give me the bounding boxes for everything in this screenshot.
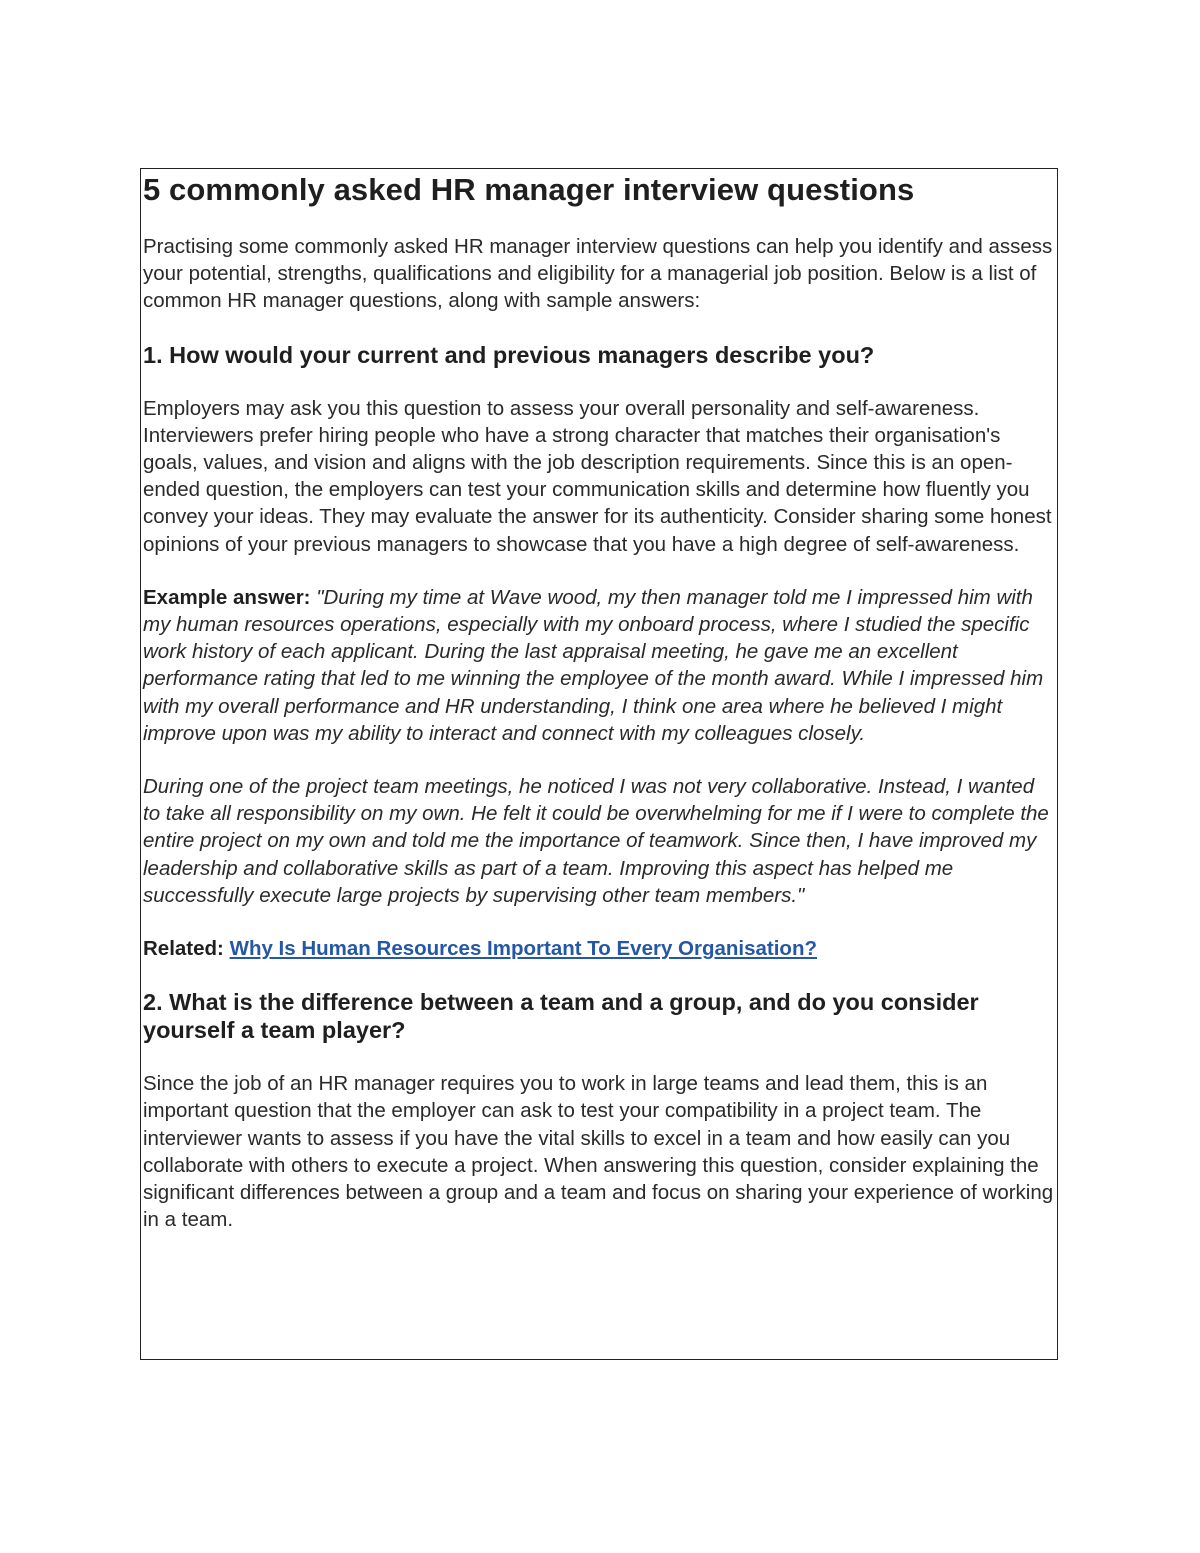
article-content xyxy=(143,171,1055,1259)
question-1-body: Employers may ask you this question to assess your overall personality and self-awareness. Interviewers prefer hiring people who have a strong character that matches their organisation's goals, values, and vision and aligns with the job description requirements. Since this is an open-ended question, the employers can test your communication skills and determine how fluently you convey your ideas. They may evaluate the answer for its authenticity. Consider sharing some honest opinions of your previous managers to showcase that you have a high degree of self-awareness. xyxy=(143,396,1052,556)
related-label: Related: xyxy=(143,937,224,961)
example-answer-continued: During one of the project team meetings, he noticed I was not very collaborative. Instead, I wanted to take all responsibility on my own. He felt it could be overwhelming for me if I were to complete the entire project on my own and told me the importance of teamwork. Since then, I have improved my leadership and collaborative skills as part of a team. Improving this aspect has helped me successfully execute large projects by supervising other team members." xyxy=(143,775,1049,907)
question-2-heading: 2. What is the difference between a team and a group, and do you consider yourself a team player? xyxy=(143,989,979,1044)
related-line xyxy=(143,935,1055,962)
example-answer-text: "During my time at Wave wood, my then manager told me I impressed him with my human resources operations, especially with my onboard process, where I studied the specific work history of each applicant. During the last appraisal meeting, he gave me an excellent performance rating that led to me winning the employee of the month award. While I impressed him with my overall performance and HR understanding, I think one area where he believed I might improve upon was my ability to interact and connect with my colleagues closely. xyxy=(143,585,1044,745)
question-1-heading: 1. How would your current and previous managers describe you? xyxy=(143,341,875,368)
intro-paragraph: Practising some commonly asked HR manager interview questions can help you identify and assess your potential, strengths, qualifications and eligibility for a managerial job position. Below is a list of common HR manager questions, along with sample answers: xyxy=(143,235,1053,313)
page-title: 5 commonly asked HR manager interview questions xyxy=(143,172,915,207)
example-answer-label: Example answer: xyxy=(143,585,311,609)
question-2-body: Since the job of an HR manager requires you to work in large teams and lead them, this is an important question that the employer can ask to test your compatibility in a project team. The interviewer wants to assess if you have the vital skills to excel in a team and how easily can you collaborate with others to execute a project. When answering this question, consider explaining the significant differences between a group and a team and focus on sharing your experience of working in a team. xyxy=(143,1072,1054,1232)
document-frame xyxy=(140,168,1058,1360)
related-article-link[interactable]: Why Is Human Resources Important To Every Organisation? xyxy=(229,937,817,961)
example-answer-paragraph xyxy=(143,584,1055,747)
